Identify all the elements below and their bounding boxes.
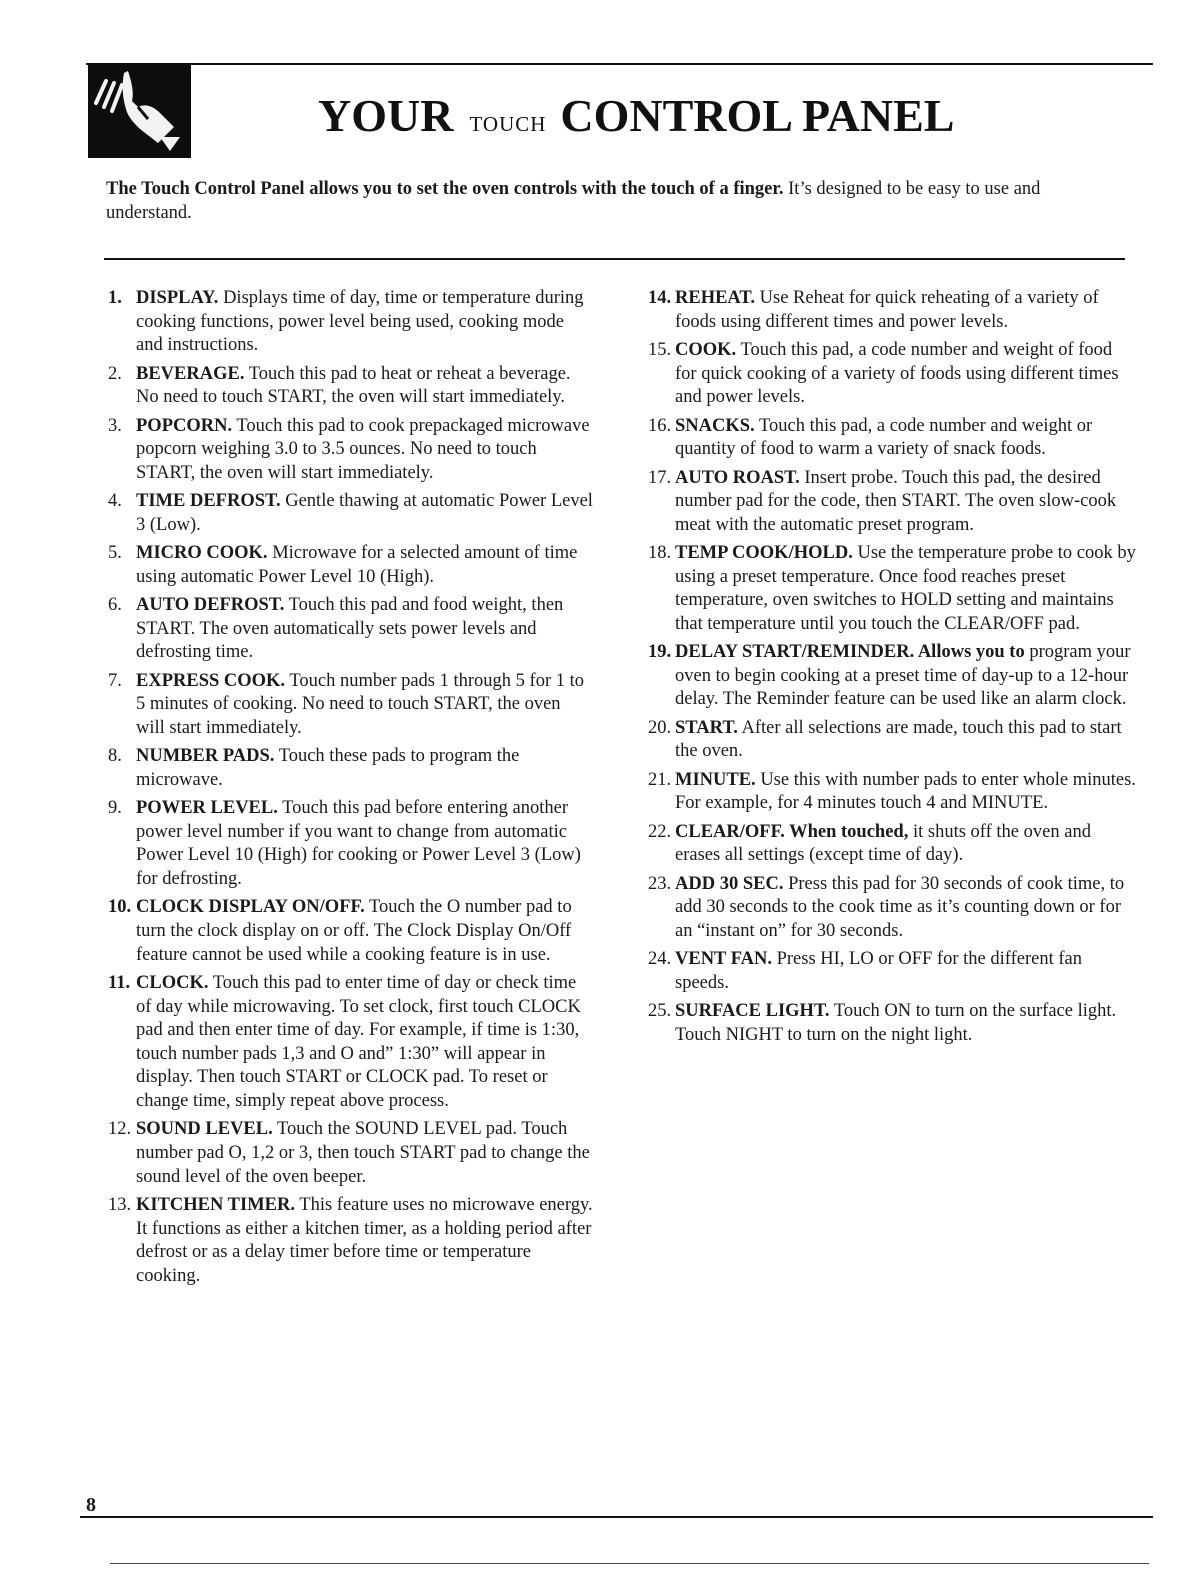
item-number: 7. (108, 670, 122, 691)
item-text: Touch this pad and food weight, then START. The oven automatically sets power levels and defrosting time. (136, 595, 564, 663)
item-label: POWER LEVEL. (136, 798, 278, 819)
item-text: Touch this pad, a code number and weight of food for quick cooking of a variety of foods using different times and power levels. (675, 339, 1119, 408)
item-text: Touch this pad before entering another power level number if you want to change from automatic Power Level 10 (High) for cooking or Power Level 3 (Low) for defrosting. (136, 798, 581, 890)
item-number: 25. (648, 1001, 672, 1022)
item-text: Use the temperature probe to cook by using a preset temperature. Once food reaches preset temperature, oven switches to HOLD setting and maintains that temperature until you touch the CLEAR/OFF pad. (675, 543, 1136, 634)
item-text: Use this with number pads to enter whole minutes. For example, for 4 minutes touch 4 and MINUTE. (675, 769, 1136, 814)
list-item (648, 542, 1138, 636)
item-number: 11. (108, 973, 131, 993)
list-item (648, 821, 1138, 868)
item-label: TIME DEFROST. (136, 491, 281, 512)
item-number: 2. (108, 363, 122, 384)
intro-normal-text: It’s designed to be easy to use and understand. (106, 179, 1041, 223)
list-item (108, 363, 593, 410)
item-number: 9. (108, 798, 122, 819)
item-text: Touch this pad to enter time of day or check time of day while microwaving. To set clock, first touch CLOCK pad and then enter time of day. For example, if time is 1:30, touch number pads 1,3 and O and” 1:30” will appear in display. Then touch START or CLOCK pad. To reset or change time, simply repeat above process. (136, 973, 581, 1111)
list-item (108, 287, 593, 358)
item-text: Gentle thawing at automatic Power Level 3 (Low). (136, 491, 593, 535)
top-rule (86, 63, 1153, 65)
list-item (108, 1118, 593, 1189)
item-text: Press HI, LO or OFF for the different fan speeds. (675, 949, 1082, 993)
list-item (108, 896, 593, 967)
item-text: Touch this pad, a code number and weight or quantity of food to warm a variety of snack foods. (675, 415, 1093, 460)
title-small-word: TOUCH (469, 112, 547, 136)
list-item (108, 670, 593, 741)
page-title (318, 88, 954, 152)
item-text: This feature uses no microwave energy. It functions as either a kitchen timer, as a holding period after defrost or as a delay timer before time or temperature cooking. (136, 1194, 593, 1286)
item-label: NUMBER PADS. (136, 746, 275, 767)
list-item (648, 339, 1138, 410)
item-number: 20. (648, 717, 672, 738)
page-number: 8 (86, 1494, 96, 1516)
controls-list-left (108, 287, 593, 1293)
item-number: 1. (108, 288, 122, 308)
item-text: After all selections are made, touch this pad to start the oven. (675, 717, 1122, 762)
item-number: 5. (108, 543, 122, 564)
item-number: 22. (648, 821, 672, 842)
list-item (108, 594, 593, 665)
list-item (648, 287, 1138, 334)
item-text: Press this pad for 30 seconds of cook time, to add 30 seconds to the cook time as it’s counting down or for an “instant on” for 30 seconds. (675, 873, 1125, 942)
footer-rule (110, 1563, 1149, 1564)
item-number: 14. (648, 288, 672, 308)
item-label: SOUND LEVEL. (136, 1119, 273, 1140)
list-item (108, 1194, 593, 1288)
item-text: Touch number pads 1 through 5 for 1 to 5 minutes of cooking. No need to touch START, the oven will start immediately. (136, 670, 585, 738)
list-item (108, 797, 593, 891)
item-label: DELAY START/REMINDER. Allows you to (675, 642, 1025, 663)
item-number: 12. (108, 1119, 132, 1140)
item-number: 4. (108, 491, 122, 512)
bottom-rule (80, 1516, 1153, 1518)
item-text: Touch the O number pad to turn the clock display on or off. The Clock Display On/Off feature cannot be used while a cooking feature is in use. (136, 897, 572, 965)
item-number: 19. (648, 642, 672, 663)
item-number: 21. (648, 769, 672, 790)
item-label: DISPLAY. (136, 288, 219, 308)
item-label: TEMP COOK/HOLD. (675, 543, 853, 564)
item-text: Touch this pad to heat or reheat a beverage. No need to touch START, the oven will start immediately. (136, 363, 571, 408)
item-label: POPCORN. (136, 415, 233, 436)
item-text: Touch these pads to program the microwave. (136, 746, 520, 790)
list-item (648, 415, 1138, 462)
item-text: Use Reheat for quick reheating of a variety of foods using different times and power levels. (675, 288, 1099, 332)
list-item (648, 1000, 1138, 1047)
list-item (648, 717, 1138, 764)
item-label: BEVERAGE. (136, 363, 245, 384)
item-label: AUTO DEFROST. (136, 595, 285, 616)
intro-paragraph (106, 177, 1106, 225)
item-label: CLEAR/OFF. When touched, (675, 821, 909, 842)
intro-bold-text: The Touch Control Panel allows you to set the oven controls with the touch of a finger. (106, 179, 784, 199)
list-item (648, 873, 1138, 944)
item-text: Microwave for a selected amount of time using automatic Power Level 10 (High). (136, 543, 578, 587)
item-label: CLOCK DISPLAY ON/OFF. (136, 897, 365, 918)
item-text: program your oven to begin cooking at a preset time of day-up to a 12-hour delay. The Reminder feature can be used like an alarm clock. (675, 642, 1131, 710)
item-text: Touch ON to turn on the surface light. Touch NIGHT to turn on the night light. (675, 1001, 1117, 1045)
list-item (648, 769, 1138, 816)
item-label: CLOCK. (136, 973, 209, 993)
item-number: 16. (648, 415, 672, 436)
list-item (108, 745, 593, 792)
item-label: ADD 30 SEC. (675, 873, 784, 894)
list-item (648, 467, 1138, 538)
item-text: Displays time of day, time or temperature during cooking functions, power level being used, cooking mode and instructions. (136, 288, 584, 356)
item-number: 18. (648, 543, 672, 564)
item-number: 10. (108, 897, 132, 918)
item-text: Insert probe. Touch this pad, the desired number pad for the code, then START. The oven slow-cook meat with the automatic preset program. (675, 467, 1117, 535)
title-part1: YOUR (318, 90, 454, 141)
item-number: 13. (108, 1194, 132, 1215)
item-label: START. (675, 717, 738, 738)
list-item (108, 542, 593, 589)
item-number: 8. (108, 746, 122, 767)
item-number: 15. (648, 339, 672, 360)
title-part2: CONTROL PANEL (560, 90, 955, 141)
item-label: MICRO COOK. (136, 543, 268, 564)
item-number: 6. (108, 595, 122, 616)
item-number: 3. (108, 415, 122, 436)
item-number: 23. (648, 873, 672, 894)
item-label: KITCHEN TIMER. (136, 1194, 295, 1215)
item-number: 17. (648, 467, 672, 488)
item-label: EXPRESS COOK. (136, 670, 286, 691)
item-text: Touch the SOUND LEVEL pad. Touch number pad O, 1,2 or 3, then touch START pad to change the sound level of the oven beeper. (136, 1119, 590, 1187)
hand-touching-panel-icon (88, 63, 191, 158)
item-label: MINUTE. (675, 769, 756, 790)
item-label: SURFACE LIGHT. (675, 1001, 830, 1022)
item-label: VENT FAN. (675, 949, 772, 970)
item-label: COOK. (675, 339, 737, 360)
list-item (108, 415, 593, 486)
item-label: SNACKS. (675, 415, 755, 436)
controls-list-right (648, 287, 1138, 1052)
list-item (108, 490, 593, 537)
item-text: Touch this pad to cook prepackaged microwave popcorn weighing 3.0 to 3.5 ounces. No need to touch START, the oven will start immediately. (136, 415, 590, 483)
list-item (648, 948, 1138, 995)
list-item (648, 641, 1138, 712)
item-text: it shuts off the oven and erases all settings (except time of day). (675, 821, 1091, 866)
item-label: REHEAT. (675, 288, 756, 308)
list-item (108, 972, 593, 1114)
item-label: AUTO ROAST. (675, 467, 800, 488)
section-divider (104, 258, 1125, 260)
item-number: 24. (648, 949, 672, 970)
